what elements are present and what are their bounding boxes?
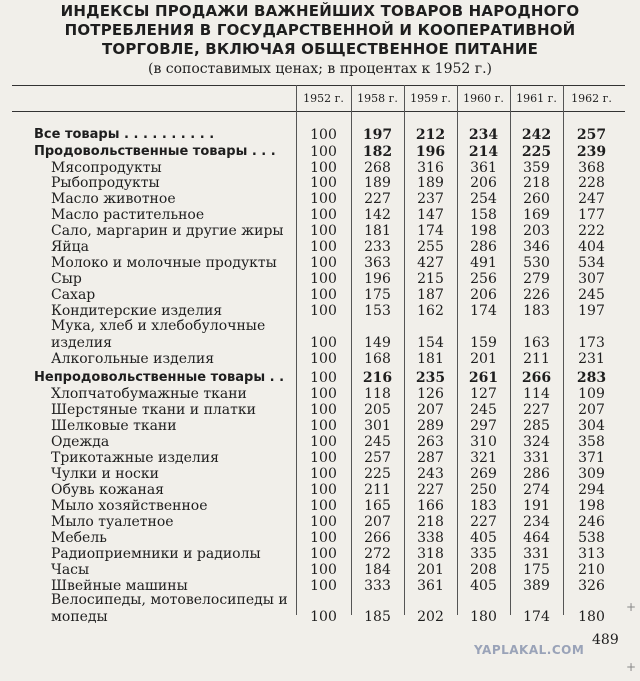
row-label: Рыбопродукты bbox=[51, 175, 160, 191]
header-top-rule bbox=[12, 85, 625, 86]
cell-value: 266 bbox=[364, 530, 391, 546]
row-label: Масло животное bbox=[51, 191, 176, 207]
cell-value: 225 bbox=[521, 144, 552, 160]
table-row bbox=[0, 546, 640, 562]
cell-value: 405 bbox=[470, 530, 497, 546]
row-label: Мука, хлеб и хлебобулочные bbox=[51, 318, 266, 334]
row-label: мопеды bbox=[51, 609, 108, 625]
table-row bbox=[0, 530, 640, 546]
cell-value: 201 bbox=[417, 562, 444, 578]
cell-value: 212 bbox=[415, 127, 446, 143]
cell-value: 100 bbox=[310, 609, 337, 625]
cell-value: 225 bbox=[364, 466, 391, 482]
row-label: Шерстяные ткани и платки bbox=[51, 402, 256, 418]
cell-value: 247 bbox=[578, 191, 605, 207]
cell-value: 331 bbox=[523, 546, 550, 562]
cell-value: 165 bbox=[364, 498, 391, 514]
row-label: Часы bbox=[51, 562, 90, 578]
cell-value: 333 bbox=[364, 578, 391, 594]
cell-value: 100 bbox=[310, 418, 337, 434]
table-row bbox=[0, 592, 640, 608]
table-row bbox=[0, 303, 640, 319]
cell-value: 207 bbox=[364, 514, 391, 530]
cell-value: 250 bbox=[470, 482, 497, 498]
cell-value: 210 bbox=[578, 562, 605, 578]
cell-value: 175 bbox=[364, 287, 391, 303]
cell-value: 181 bbox=[364, 223, 391, 239]
table-row bbox=[0, 144, 640, 160]
cell-value: 361 bbox=[470, 160, 497, 176]
row-label: Хлопчатобумажные ткани bbox=[51, 386, 247, 402]
cell-value: 530 bbox=[523, 255, 550, 271]
cell-value: 100 bbox=[310, 466, 337, 482]
table-row bbox=[0, 318, 640, 334]
table-subtitle: (в сопоставимых ценах; в процентах к 1952 г.) bbox=[147, 61, 492, 77]
cell-value: 211 bbox=[523, 351, 550, 367]
column-header: 1959 г. bbox=[410, 92, 451, 105]
cell-value: 100 bbox=[310, 370, 337, 386]
row-label: Чулки и носки bbox=[51, 466, 159, 482]
cell-value: 309 bbox=[578, 466, 605, 482]
cell-value: 538 bbox=[578, 530, 605, 546]
header-bottom-rule bbox=[12, 111, 625, 112]
table-row bbox=[0, 370, 640, 386]
table-title bbox=[20, 2, 620, 59]
table-row bbox=[0, 175, 640, 191]
cell-value: 182 bbox=[362, 144, 393, 160]
plus-icon[interactable]: + bbox=[625, 660, 637, 674]
cell-value: 286 bbox=[523, 466, 550, 482]
table-row bbox=[0, 127, 640, 143]
cell-value: 358 bbox=[578, 434, 605, 450]
row-label: Алкогольные изделия bbox=[51, 351, 215, 367]
row-label: Шелковые ткани bbox=[51, 418, 177, 434]
cell-value: 231 bbox=[578, 351, 605, 367]
row-label: Трикотажные изделия bbox=[51, 450, 219, 466]
row-label: Все товары . . . . . . . . . . bbox=[34, 127, 215, 142]
cell-value: 338 bbox=[417, 530, 444, 546]
column-header: 1962 г. bbox=[571, 92, 612, 105]
cell-value: 245 bbox=[470, 402, 497, 418]
cell-value: 185 bbox=[364, 609, 391, 625]
row-label: Кондитерские изделия bbox=[51, 303, 223, 319]
cell-value: 100 bbox=[310, 223, 337, 239]
cell-value: 201 bbox=[470, 351, 497, 367]
cell-value: 109 bbox=[578, 386, 605, 402]
cell-value: 153 bbox=[364, 303, 391, 319]
title-line: ТОРГОВЛЕ, ВКЛЮЧАЯ ОБЩЕСТВЕННОЕ ПИТАНИЕ bbox=[101, 40, 539, 58]
cell-value: 127 bbox=[470, 386, 497, 402]
cell-value: 158 bbox=[470, 207, 497, 223]
cell-value: 266 bbox=[521, 370, 552, 386]
cell-value: 307 bbox=[578, 271, 605, 287]
cell-value: 234 bbox=[523, 514, 550, 530]
cell-value: 211 bbox=[364, 482, 391, 498]
cell-value: 255 bbox=[417, 239, 444, 255]
table-row bbox=[0, 351, 640, 367]
cell-value: 100 bbox=[310, 144, 337, 160]
cell-value: 100 bbox=[310, 287, 337, 303]
cell-value: 324 bbox=[523, 434, 550, 450]
cell-value: 100 bbox=[310, 498, 337, 514]
cell-value: 100 bbox=[310, 450, 337, 466]
cell-value: 245 bbox=[364, 434, 391, 450]
cell-value: 149 bbox=[364, 335, 391, 351]
cell-value: 269 bbox=[470, 466, 497, 482]
cell-value: 363 bbox=[364, 255, 391, 271]
cell-value: 100 bbox=[310, 402, 337, 418]
cell-value: 205 bbox=[364, 402, 391, 418]
table-row bbox=[0, 287, 640, 303]
cell-value: 196 bbox=[364, 271, 391, 287]
cell-value: 304 bbox=[578, 418, 605, 434]
column-header: 1952 г. bbox=[303, 92, 344, 105]
cell-value: 346 bbox=[523, 239, 550, 255]
cell-value: 263 bbox=[417, 434, 444, 450]
cell-value: 206 bbox=[470, 287, 497, 303]
cell-value: 215 bbox=[417, 271, 444, 287]
cell-value: 118 bbox=[364, 386, 391, 402]
cell-value: 100 bbox=[310, 562, 337, 578]
row-label: Масло растительное bbox=[51, 207, 205, 223]
row-label: Яйца bbox=[51, 239, 89, 255]
cell-value: 243 bbox=[417, 466, 444, 482]
cell-value: 335 bbox=[470, 546, 497, 562]
cell-value: 234 bbox=[468, 127, 499, 143]
cell-value: 114 bbox=[523, 386, 550, 402]
row-label: Сало, маргарин и другие жиры bbox=[51, 223, 284, 239]
cell-value: 100 bbox=[310, 514, 337, 530]
table-row bbox=[0, 239, 640, 255]
cell-value: 218 bbox=[523, 175, 550, 191]
cell-value: 198 bbox=[578, 498, 605, 514]
cell-value: 310 bbox=[470, 434, 497, 450]
page-number: 489 bbox=[592, 632, 619, 648]
cell-value: 274 bbox=[523, 482, 550, 498]
row-label: Мясопродукты bbox=[51, 160, 162, 176]
row-label: Одежда bbox=[51, 434, 110, 450]
table-row bbox=[0, 402, 640, 418]
cell-value: 162 bbox=[417, 303, 444, 319]
row-label: Мыло туалетное bbox=[51, 514, 174, 530]
cell-value: 174 bbox=[523, 609, 550, 625]
cell-value: 142 bbox=[364, 207, 391, 223]
cell-value: 100 bbox=[310, 207, 337, 223]
cell-value: 331 bbox=[523, 450, 550, 466]
table-row bbox=[0, 191, 640, 207]
table-row bbox=[0, 255, 640, 271]
cell-value: 464 bbox=[523, 530, 550, 546]
table-row bbox=[0, 335, 640, 351]
cell-value: 297 bbox=[470, 418, 497, 434]
cell-value: 207 bbox=[417, 402, 444, 418]
cell-value: 191 bbox=[523, 498, 550, 514]
cell-value: 181 bbox=[417, 351, 444, 367]
cell-value: 216 bbox=[362, 370, 393, 386]
cell-value: 405 bbox=[470, 578, 497, 594]
cell-value: 279 bbox=[523, 271, 550, 287]
cell-value: 174 bbox=[417, 223, 444, 239]
cell-value: 126 bbox=[417, 386, 444, 402]
table-row bbox=[0, 514, 640, 530]
cell-value: 268 bbox=[364, 160, 391, 176]
row-label: Мебель bbox=[51, 530, 107, 546]
cell-value: 214 bbox=[468, 144, 499, 160]
cell-value: 301 bbox=[364, 418, 391, 434]
row-label: Непродовольственные товары . . bbox=[34, 370, 285, 385]
cell-value: 287 bbox=[417, 450, 444, 466]
cell-value: 206 bbox=[470, 175, 497, 191]
cell-value: 313 bbox=[578, 546, 605, 562]
cell-value: 361 bbox=[417, 578, 444, 594]
cell-value: 196 bbox=[415, 144, 446, 160]
cell-value: 289 bbox=[417, 418, 444, 434]
table-row bbox=[0, 466, 640, 482]
cell-value: 227 bbox=[523, 402, 550, 418]
cell-value: 254 bbox=[470, 191, 497, 207]
cell-value: 187 bbox=[417, 287, 444, 303]
table-row bbox=[0, 434, 640, 450]
cell-value: 189 bbox=[417, 175, 444, 191]
cell-value: 239 bbox=[576, 144, 607, 160]
cell-value: 256 bbox=[470, 271, 497, 287]
cell-value: 272 bbox=[364, 546, 391, 562]
plus-icon[interactable]: + bbox=[625, 600, 637, 614]
cell-value: 246 bbox=[578, 514, 605, 530]
cell-value: 404 bbox=[578, 239, 605, 255]
table-row bbox=[0, 223, 640, 239]
cell-value: 286 bbox=[470, 239, 497, 255]
cell-value: 169 bbox=[523, 207, 550, 223]
cell-value: 198 bbox=[470, 223, 497, 239]
cell-value: 368 bbox=[578, 160, 605, 176]
cell-value: 100 bbox=[310, 160, 337, 176]
cell-value: 326 bbox=[578, 578, 605, 594]
cell-value: 100 bbox=[310, 482, 337, 498]
cell-value: 257 bbox=[576, 127, 607, 143]
table-row bbox=[0, 160, 640, 176]
cell-value: 534 bbox=[578, 255, 605, 271]
cell-value: 100 bbox=[310, 271, 337, 287]
cell-value: 166 bbox=[417, 498, 444, 514]
row-label: Швейные машины bbox=[51, 578, 188, 594]
cell-value: 318 bbox=[417, 546, 444, 562]
cell-value: 184 bbox=[364, 562, 391, 578]
row-label: Сахар bbox=[51, 287, 96, 303]
cell-value: 227 bbox=[417, 482, 444, 498]
row-label: Обувь кожаная bbox=[51, 482, 165, 498]
cell-value: 100 bbox=[310, 239, 337, 255]
cell-value: 100 bbox=[310, 546, 337, 562]
row-label: Велосипеды, мотовелосипеды и bbox=[51, 592, 288, 608]
cell-value: 228 bbox=[578, 175, 605, 191]
cell-value: 226 bbox=[523, 287, 550, 303]
cell-value: 203 bbox=[523, 223, 550, 239]
cell-value: 208 bbox=[470, 562, 497, 578]
cell-value: 100 bbox=[310, 386, 337, 402]
cell-value: 174 bbox=[470, 303, 497, 319]
cell-value: 100 bbox=[310, 255, 337, 271]
cell-value: 183 bbox=[470, 498, 497, 514]
cell-value: 173 bbox=[578, 335, 605, 351]
table-row bbox=[0, 482, 640, 498]
table-row bbox=[0, 207, 640, 223]
cell-value: 261 bbox=[468, 370, 499, 386]
cell-value: 321 bbox=[470, 450, 497, 466]
cell-value: 154 bbox=[417, 335, 444, 351]
title-line: ПОТРЕБЛЕНИЯ В ГОСУДАРСТВЕННОЙ И КООПЕРАТИВНОЙ bbox=[64, 21, 576, 39]
cell-value: 183 bbox=[523, 303, 550, 319]
cell-value: 177 bbox=[578, 207, 605, 223]
cell-value: 100 bbox=[310, 127, 337, 143]
cell-value: 147 bbox=[417, 207, 444, 223]
cell-value: 294 bbox=[578, 482, 605, 498]
cell-value: 202 bbox=[417, 609, 444, 625]
cell-value: 180 bbox=[470, 609, 497, 625]
column-header: 1961 г. bbox=[516, 92, 557, 105]
cell-value: 163 bbox=[523, 335, 550, 351]
table-row bbox=[0, 386, 640, 402]
cell-value: 197 bbox=[362, 127, 393, 143]
row-label: Сыр bbox=[51, 271, 82, 287]
cell-value: 427 bbox=[417, 255, 444, 271]
column-header: 1958 г. bbox=[357, 92, 398, 105]
table-row bbox=[0, 562, 640, 578]
row-label: Молоко и молочные продукты bbox=[51, 255, 277, 271]
cell-value: 227 bbox=[364, 191, 391, 207]
cell-value: 168 bbox=[364, 351, 391, 367]
cell-value: 283 bbox=[576, 370, 607, 386]
cell-value: 100 bbox=[310, 335, 337, 351]
cell-value: 180 bbox=[578, 609, 605, 625]
table-row bbox=[0, 609, 640, 625]
cell-value: 197 bbox=[578, 303, 605, 319]
column-header: 1960 г. bbox=[463, 92, 504, 105]
cell-value: 218 bbox=[417, 514, 444, 530]
table-row bbox=[0, 450, 640, 466]
cell-value: 257 bbox=[364, 450, 391, 466]
table-row bbox=[0, 271, 640, 287]
cell-value: 242 bbox=[521, 127, 552, 143]
table-row bbox=[0, 498, 640, 514]
cell-value: 100 bbox=[310, 434, 337, 450]
cell-value: 159 bbox=[470, 335, 497, 351]
cell-value: 100 bbox=[310, 175, 337, 191]
cell-value: 316 bbox=[417, 160, 444, 176]
cell-value: 175 bbox=[523, 562, 550, 578]
row-label: Радиоприемники и радиолы bbox=[51, 546, 261, 562]
cell-value: 222 bbox=[578, 223, 605, 239]
cell-value: 189 bbox=[364, 175, 391, 191]
cell-value: 237 bbox=[417, 191, 444, 207]
cell-value: 100 bbox=[310, 578, 337, 594]
title-line: ИНДЕКСЫ ПРОДАЖИ ВАЖНЕЙШИХ ТОВАРОВ НАРОДНОГО bbox=[60, 2, 580, 20]
cell-value: 100 bbox=[310, 530, 337, 546]
cell-value: 235 bbox=[415, 370, 446, 386]
cell-value: 100 bbox=[310, 351, 337, 367]
cell-value: 260 bbox=[523, 191, 550, 207]
cell-value: 207 bbox=[578, 402, 605, 418]
row-label: изделия bbox=[51, 335, 112, 351]
cell-value: 100 bbox=[310, 303, 337, 319]
cell-value: 227 bbox=[470, 514, 497, 530]
cell-value: 371 bbox=[578, 450, 605, 466]
row-label: Продовольственные товары . . . bbox=[34, 144, 276, 159]
cell-value: 359 bbox=[523, 160, 550, 176]
table-row bbox=[0, 418, 640, 434]
row-label: Мыло хозяйственное bbox=[51, 498, 208, 514]
cell-value: 245 bbox=[578, 287, 605, 303]
cell-value: 491 bbox=[470, 255, 497, 271]
cell-value: 233 bbox=[364, 239, 391, 255]
cell-value: 285 bbox=[523, 418, 550, 434]
cell-value: 100 bbox=[310, 191, 337, 207]
cell-value: 389 bbox=[523, 578, 550, 594]
watermark-logo: YAPLAKAL.COM bbox=[474, 643, 585, 657]
